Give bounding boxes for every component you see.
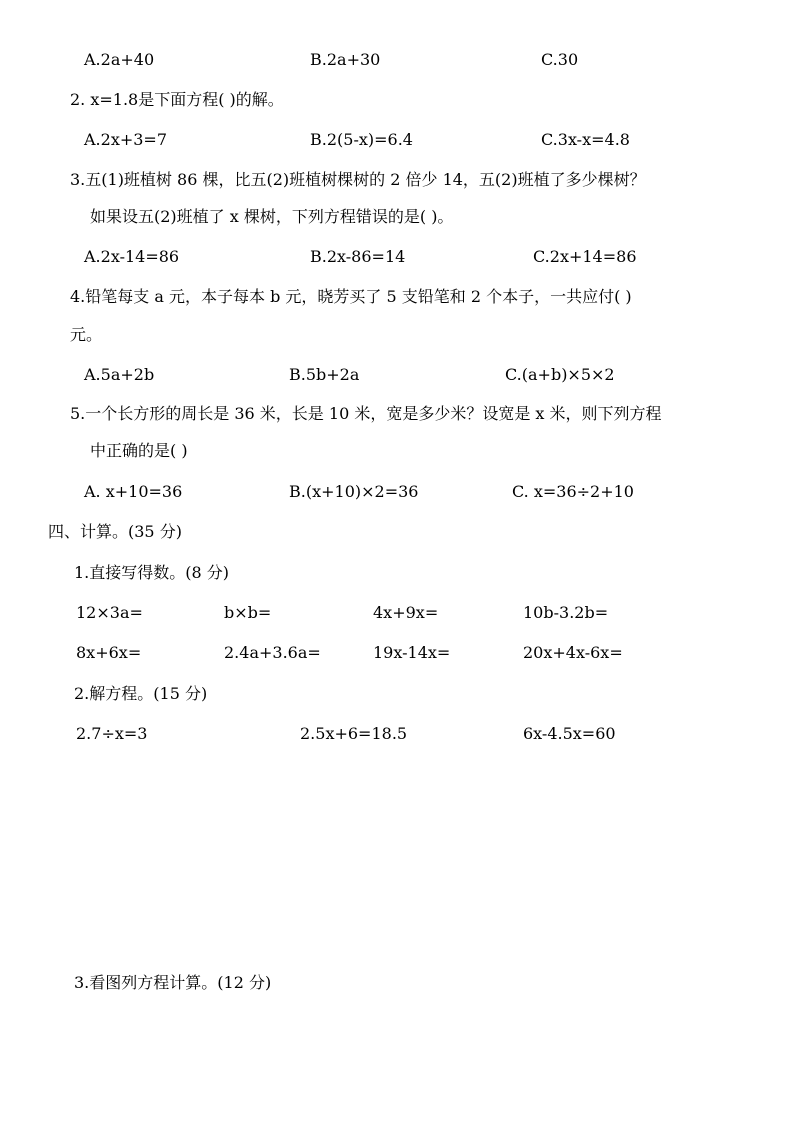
q3-stem-line2: 如果设五(2)班植了 x 棵树，下列方程错误的是( )。	[90, 207, 454, 226]
q2-option-b: B.2(5-x)=6.4	[310, 130, 413, 149]
calc-item: 12×3a=	[76, 603, 143, 622]
q5-stem-line2: 中正确的是( )	[90, 441, 188, 460]
q5-option-b: B.(x+10)×2=36	[289, 482, 419, 501]
q3-option-c: C.2x+14=86	[533, 247, 637, 266]
part2-title: 2.解方程。(15 分)	[74, 684, 208, 703]
calc-item: 19x-14x=	[373, 643, 451, 662]
q1-option-b: B.2a+30	[310, 50, 381, 69]
q1-option-a: A.2a+40	[84, 50, 155, 69]
equation-item: 2.7÷x=3	[76, 724, 148, 743]
calc-item: 4x+9x=	[373, 603, 439, 622]
part3-title: 3.看图列方程计算。(12 分)	[74, 973, 272, 992]
equation-item: 2.5x+6=18.5	[300, 724, 408, 743]
q5-option-c: C. x=36÷2+10	[512, 482, 634, 501]
q4-stem-line1: 4.铅笔每支 a 元，本子每本 b 元，晓芳买了 5 支铅笔和 2 个本子，一共应付( )	[70, 287, 632, 306]
calc-item: b×b=	[224, 603, 272, 622]
q3-stem-line1: 3.五(1)班植树 86 棵，比五(2)班植树棵树的 2 倍少 14，五(2)班植了多少棵树？	[70, 170, 646, 189]
q1-option-c: C.30	[541, 50, 579, 69]
q4-stem-line2: 元。	[70, 325, 103, 344]
q5-option-a: A. x+10=36	[84, 482, 183, 501]
calc-item: 2.4a+3.6a=	[224, 643, 321, 662]
section4-title: 四、计算。(35 分)	[48, 522, 182, 541]
q4-option-c: C.(a+b)×5×2	[505, 365, 615, 384]
calc-item: 10b-3.2b=	[523, 603, 609, 622]
q2-option-a: A.2x+3=7	[84, 130, 168, 149]
q3-option-a: A.2x-14=86	[84, 247, 180, 266]
q2-option-c: C.3x-x=4.8	[541, 130, 630, 149]
calc-item: 20x+4x-6x=	[523, 643, 623, 662]
q2-stem: 2. x=1.8是下面方程( )的解。	[70, 90, 284, 109]
q3-option-b: B.2x-86=14	[310, 247, 406, 266]
q4-option-b: B.5b+2a	[289, 365, 360, 384]
q4-option-a: A.5a+2b	[84, 365, 155, 384]
calc-item: 8x+6x=	[76, 643, 142, 662]
q5-stem-line1: 5.一个长方形的周长是 36 米，长是 10 米，宽是多少米？设宽是 x 米，则下列方程	[70, 404, 662, 423]
equation-item: 6x-4.5x=60	[523, 724, 616, 743]
part1-title: 1.直接写得数。(8 分)	[74, 563, 230, 582]
